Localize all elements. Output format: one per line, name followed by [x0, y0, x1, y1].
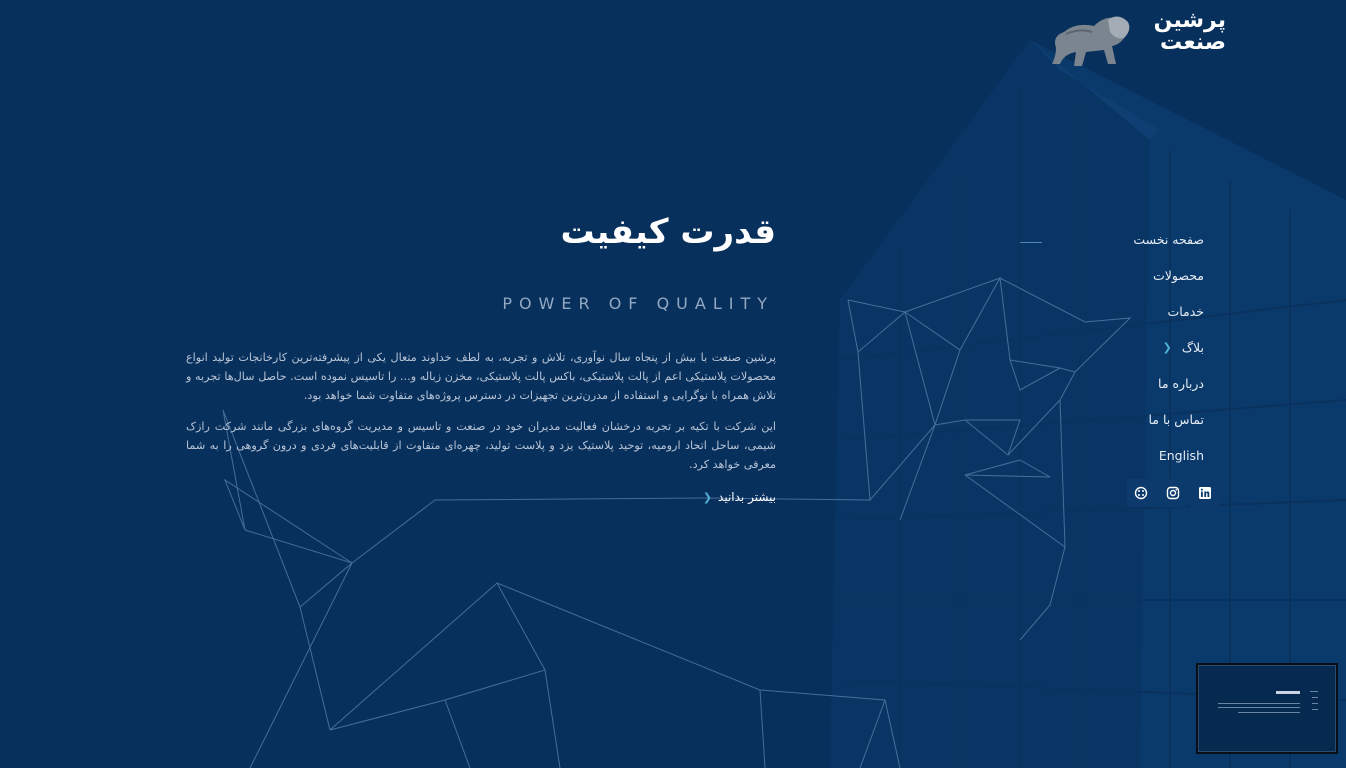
chevron-left-icon: ❮	[1162, 341, 1172, 354]
hero-paragraph-2: این شرکت با تکیه بر تجربه درخشان فعالیت مدیران خود در صنعت و تاسیس و مدیریت گروه‌های بزرگی مانند شرکت رازک شیمی، ساحل اتحاد ارومیه، توحید پلاستیک یزد و پلاست تولید، چهره‌ای متفاوت از قابلیت‌های فردی و درون گروهی را به شما معرفی خواهد کرد.	[186, 420, 776, 471]
page-minimap[interactable]	[1196, 663, 1338, 754]
active-indicator	[1020, 242, 1042, 243]
minimap-title-mark	[1276, 691, 1300, 694]
nav-item-products[interactable]	[1044, 264, 1204, 300]
linkedin-button[interactable]	[1191, 479, 1219, 507]
minimap-line	[1238, 712, 1300, 713]
nav-item-blog[interactable]	[1044, 336, 1204, 372]
nav-item-label: محصولات	[1153, 268, 1204, 283]
nav-item-label: درباره ما	[1158, 376, 1204, 391]
nav-item-label: تماس با ما	[1148, 412, 1204, 427]
linkedin-icon	[1198, 486, 1212, 500]
nav-item-label: صفحه نخست	[1133, 232, 1204, 247]
nav-item-label: بلاگ	[1181, 340, 1204, 355]
hero-subtitle: POWER OF QUALITY	[502, 294, 774, 313]
nav-item-label: خدمات	[1167, 304, 1204, 319]
hero-paragraph-1: پرشین صنعت با بیش از پنجاه سال نوآوری، تلاش و تجربه، به لطف خداوند متعال یکی از پیشرفته‌ترین کارخانجات تولید انواع محصولات پلاستیکی اعم از پالت پلاستیکی، باکس پالت پلاستیکی، مخزن زباله و... را تاسیس نموده است. حاصل سال‌ها تجربه و تلاش همراه با نوگرایی و استفاده از مدرن‌ترین تجهیزات در دسترس پروژه‌های متفاوت شما خواهد بود.	[186, 351, 776, 402]
instagram-icon	[1166, 486, 1180, 500]
nav-item-english[interactable]	[1044, 444, 1204, 480]
minimap-line	[1312, 709, 1318, 710]
nav-item-about[interactable]	[1044, 372, 1204, 408]
logo-text-line1: پرشین	[1153, 8, 1226, 33]
nav-item-services[interactable]	[1044, 300, 1204, 336]
logo-text	[1154, 10, 1226, 54]
learn-more-link[interactable]	[703, 490, 776, 504]
minimap-line	[1218, 703, 1300, 704]
social-links	[1127, 479, 1219, 507]
logo-text-line2: صنعت	[1160, 30, 1226, 55]
instagram-button[interactable]	[1159, 479, 1187, 507]
minimap-line	[1312, 697, 1318, 698]
brand-logo[interactable]	[1046, 8, 1226, 72]
lion-logo-icon	[1046, 8, 1138, 70]
minimap-line	[1218, 707, 1300, 708]
hero-title: قدرت کیفیت	[560, 212, 776, 252]
minimap-line	[1310, 691, 1318, 692]
nav-item-contact[interactable]	[1044, 408, 1204, 444]
nav-item-home[interactable]	[1044, 228, 1204, 264]
aparat-icon	[1134, 486, 1148, 500]
minimap-line	[1312, 703, 1318, 704]
main-nav	[1044, 228, 1204, 480]
aparat-button[interactable]	[1127, 479, 1155, 507]
chevron-left-icon: ❮	[702, 490, 713, 504]
learn-more-label: بیشتر بدانید	[718, 490, 776, 504]
nav-item-label: English	[1158, 448, 1204, 463]
